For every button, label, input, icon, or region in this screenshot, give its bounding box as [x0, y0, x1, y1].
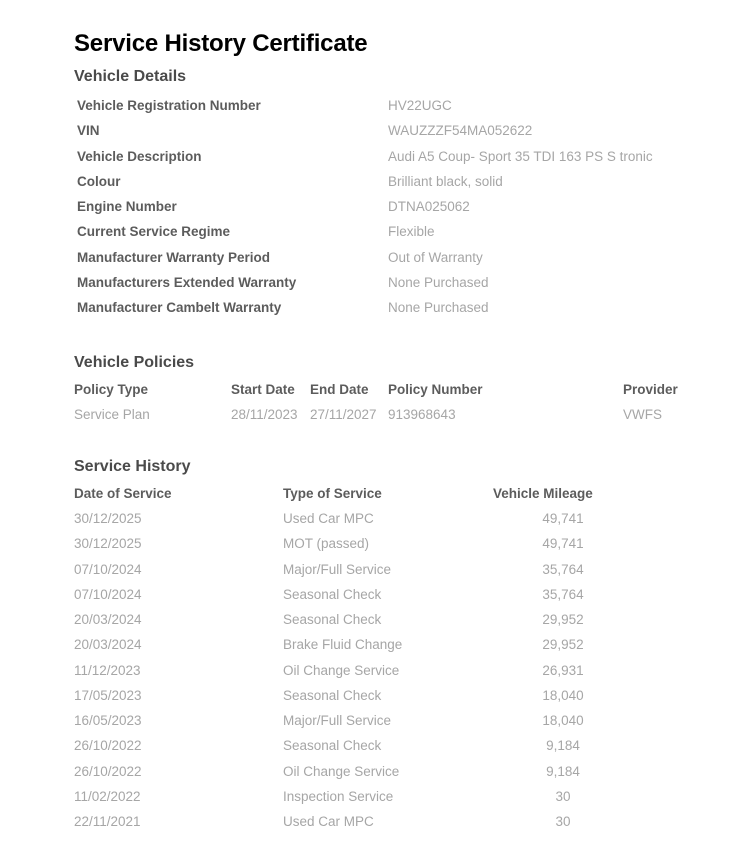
detail-value: Brilliant black, solid — [388, 174, 503, 189]
detail-label: Engine Number — [77, 199, 177, 214]
detail-label: Manufacturer Warranty Period — [77, 250, 271, 265]
detail-label: Colour — [77, 174, 121, 189]
service-date-cell: 30/12/2025 — [74, 511, 142, 526]
service-type-cell: Used Car MPC — [283, 511, 374, 526]
col-end-date: End Date — [310, 382, 369, 397]
service-type-cell: Seasonal Check — [283, 738, 382, 753]
service-type-cell: MOT (passed) — [283, 536, 370, 551]
col-date-of-service: Date of Service — [74, 486, 172, 501]
detail-value: None Purchased — [388, 275, 489, 290]
service-type-cell: Oil Change Service — [283, 663, 400, 678]
service-type-cell: Used Car MPC — [283, 814, 374, 829]
service-type-cell: Major/Full Service — [283, 562, 392, 577]
service-type-cell: Seasonal Check — [283, 688, 382, 703]
service-mileage-cell: 30 — [555, 814, 571, 829]
detail-label: Vehicle Description — [77, 149, 202, 164]
service-date-cell: 11/02/2022 — [74, 789, 141, 804]
policy-type-cell: Service Plan — [74, 407, 150, 422]
detail-label: Vehicle Registration Number — [77, 98, 261, 113]
service-mileage-cell: 9,184 — [546, 764, 580, 779]
service-mileage-cell: 29,952 — [542, 637, 584, 652]
detail-label: VIN — [77, 123, 100, 138]
col-type-of-service: Type of Service — [283, 486, 382, 501]
policy-provider-cell: VWFS — [623, 407, 662, 422]
detail-value: HV22UGC — [388, 98, 452, 113]
col-policy-number: Policy Number — [388, 382, 483, 397]
service-mileage-cell: 18,040 — [542, 688, 584, 703]
service-mileage-cell: 18,040 — [542, 713, 584, 728]
service-type-cell: Inspection Service — [283, 789, 394, 804]
col-provider: Provider — [623, 382, 678, 397]
service-mileage-cell: 35,764 — [542, 587, 584, 602]
service-date-cell: 20/03/2024 — [74, 637, 142, 652]
service-mileage-cell: 9,184 — [546, 738, 580, 753]
vehicle-policies-heading: Vehicle Policies — [74, 354, 195, 371]
service-mileage-cell: 49,741 — [542, 536, 584, 551]
policy-end-date-cell: 27/11/2027 — [310, 407, 377, 422]
service-type-cell: Major/Full Service — [283, 713, 392, 728]
service-date-cell: 11/12/2023 — [74, 663, 141, 678]
detail-label: Manufacturers Extended Warranty — [77, 275, 297, 290]
service-date-cell: 26/10/2022 — [74, 738, 142, 753]
service-type-cell: Brake Fluid Change — [283, 637, 403, 652]
service-mileage-cell: 49,741 — [542, 511, 584, 526]
service-date-cell: 26/10/2022 — [74, 764, 142, 779]
service-type-cell: Oil Change Service — [283, 764, 400, 779]
policy-number-cell: 913968643 — [388, 407, 456, 422]
vehicle-details-heading: Vehicle Details — [74, 68, 187, 85]
service-mileage-cell: 35,764 — [542, 562, 584, 577]
col-start-date: Start Date — [231, 382, 295, 397]
service-mileage-cell: 29,952 — [542, 612, 584, 627]
detail-label: Current Service Regime — [77, 224, 231, 239]
service-date-cell: 16/05/2023 — [74, 713, 142, 728]
col-policy-type: Policy Type — [74, 382, 149, 397]
policy-start-date-cell: 28/11/2023 — [231, 407, 298, 422]
service-date-cell: 07/10/2024 — [74, 562, 142, 577]
detail-value: Out of Warranty — [388, 250, 483, 265]
service-type-cell: Seasonal Check — [283, 612, 382, 627]
detail-value: DTNA025062 — [388, 199, 470, 214]
service-type-cell: Seasonal Check — [283, 587, 382, 602]
service-date-cell: 22/11/2021 — [74, 814, 141, 829]
page-title: Service History Certificate — [74, 30, 368, 57]
service-date-cell: 30/12/2025 — [74, 536, 142, 551]
col-vehicle-mileage: Vehicle Mileage — [493, 486, 593, 501]
service-date-cell: 07/10/2024 — [74, 587, 142, 602]
detail-label: Manufacturer Cambelt Warranty — [77, 300, 282, 315]
service-date-cell: 20/03/2024 — [74, 612, 142, 627]
service-history-heading: Service History — [74, 458, 191, 475]
service-mileage-cell: 26,931 — [542, 663, 584, 678]
detail-value: Audi A5 Coup- Sport 35 TDI 163 PS S tronic — [388, 149, 653, 164]
detail-value: None Purchased — [388, 300, 489, 315]
detail-value: Flexible — [388, 224, 435, 239]
detail-value: WAUZZZF54MA052622 — [388, 123, 533, 138]
service-date-cell: 17/05/2023 — [74, 688, 142, 703]
service-mileage-cell: 30 — [555, 789, 571, 804]
